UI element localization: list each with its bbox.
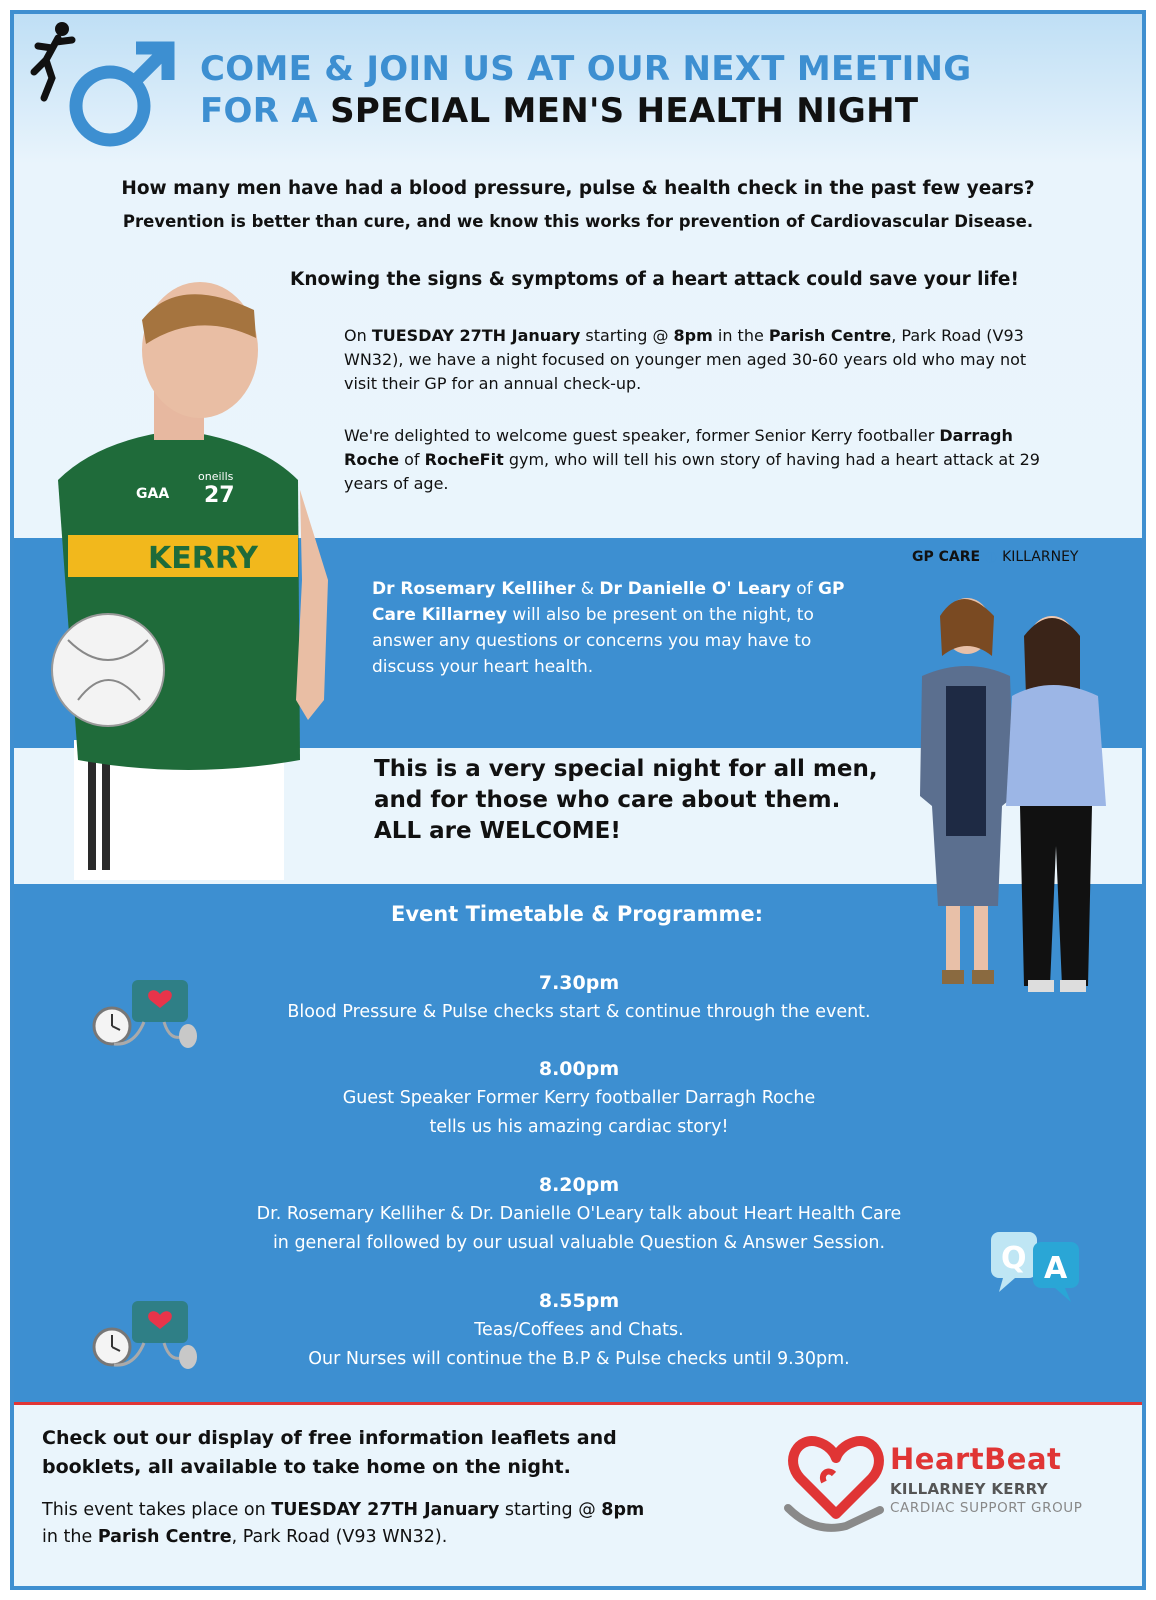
event-description: Blood Pressure & Pulse checks start & continue through the event. [287,1002,871,1022]
blood-pressure-monitor-icon [84,976,204,1056]
text: in the [42,1527,98,1547]
welcome-message [374,754,878,847]
event-summary [42,1497,762,1551]
event-time: 8.55pm [538,1290,620,1312]
welcome-line-3: ALL are WELCOME! [374,818,621,844]
intro-signs: Knowing the signs & symptoms of a heart attack could save your life! [290,269,1019,290]
heartbeat-logo-tagline: CARDIAC SUPPORT GROUP [890,1500,1083,1516]
heartbeat-logo-title: HeartBeat [890,1442,1062,1476]
event-time: 8pm [601,1500,645,1520]
event-venue: Parish Centre [97,1527,232,1547]
gp-care-logo [912,549,1078,565]
text: will also be present on the night, to answer any questions or concerns you may have to discuss your heart health. [372,605,814,677]
timetable-item [164,1055,994,1142]
jersey-brand: KERRY [148,541,259,576]
gp-logo-part-2: KILLARNEY [1002,549,1079,565]
doctor-2-name: Dr Danielle O' Leary [599,579,791,599]
speaker-name: Darragh Roche [344,426,1013,469]
event-description: in general followed by our usual valuable Question & Answer Session. [272,1233,886,1253]
event-details-paragraph [344,324,1044,396]
leaflets-line-2: booklets, all available to take home on the night. [42,1456,571,1478]
text: This event takes place on [42,1500,272,1520]
text: We're delighted to welcome guest speaker, former Senior Kerry footballer [344,426,940,445]
timetable-item [164,969,994,1027]
qa-bubble-icon [989,1226,1089,1306]
leaflets-notice [42,1424,722,1482]
event-date: TUESDAY 27TH January [371,326,581,345]
programme-title: Event Timetable & Programme: [391,902,763,926]
gp-logo-part-1: GP CARE [912,549,981,565]
practice-name: GP Care Killarney [372,579,845,625]
event-description: Guest Speaker Former Kerry footballer Darragh Roche [342,1088,816,1108]
gym-name: RocheFit [424,450,504,469]
text: of [399,450,425,469]
jersey-maker: oneills [198,470,234,483]
timetable-item [164,1287,994,1374]
intro-prevention: Prevention is better than cure, and we know this works for prevention of Cardiovascular Disease. [122,212,1034,231]
text: On [344,326,372,345]
title-line-1: COME & JOIN US AT OUR NEXT MEETING [200,49,972,89]
welcome-line-2: and for those who care about them. [374,787,841,813]
text: & [575,579,600,599]
doctors-photo [902,586,1122,996]
heart-hand-logo [784,1430,888,1538]
jersey-number: 27 [204,483,235,508]
text: in the [712,326,769,345]
doctor-1-name: Dr Rosemary Kelliher [372,579,576,599]
event-description: Dr. Rosemary Kelliher & Dr. Danielle O'Leary talk about Heart Health Care [256,1204,902,1224]
doctors-paragraph [372,576,872,680]
event-description: tells us his amazing cardiac story! [429,1117,729,1137]
footballer-image [28,280,328,880]
jersey-gaa: GAA [136,486,170,502]
intro-question: How many men have had a blood pressure, pulse & health check in the past few years? [121,178,1035,199]
event-time: 8.00pm [538,1058,620,1080]
blood-pressure-monitor-icon [84,1297,204,1377]
event-time: 8.20pm [538,1174,620,1196]
text: gym, who will tell his own story of having had a heart attack at 29 years of age. [344,450,1040,493]
text: of [790,579,819,599]
page-title [200,48,972,132]
event-description: Teas/Coffees and Chats. [474,1320,684,1340]
title-line-2-main: SPECIAL MEN'S HEALTH NIGHT [330,91,919,131]
text: , Park Road (V93 WN32), we have a night focused on younger men aged 30-60 years old who may not visit their GP for an annual check-up. [344,326,1027,393]
text: , Park Road (V93 WN32). [231,1527,448,1547]
text: starting @ [499,1500,602,1520]
guest-speaker-paragraph [344,424,1044,496]
event-venue: Parish Centre [768,326,892,345]
welcome-line-1: This is a very special night for all men, [374,756,878,782]
event-date: TUESDAY 27TH January [271,1500,500,1520]
timetable-item [164,1171,994,1258]
male-symbol-icon [62,34,182,154]
leaflets-line-1: Check out our display of free information leaflets and [42,1427,617,1449]
event-time: 8pm [673,326,713,345]
gp-logo-mark-icon: ◐ [984,549,998,565]
heartbeat-logo-subtitle: KILLARNEY KERRY [890,1480,1048,1498]
qa-a: A [1044,1251,1068,1286]
text: starting @ [580,326,674,345]
event-description: Our Nurses will continue the B.P & Pulse checks until 9.30pm. [308,1349,850,1369]
title-line-2-prefix: FOR A [200,91,331,131]
qa-q: Q [1001,1241,1027,1276]
event-time: 7.30pm [538,972,620,994]
poster-frame [10,10,1146,1590]
